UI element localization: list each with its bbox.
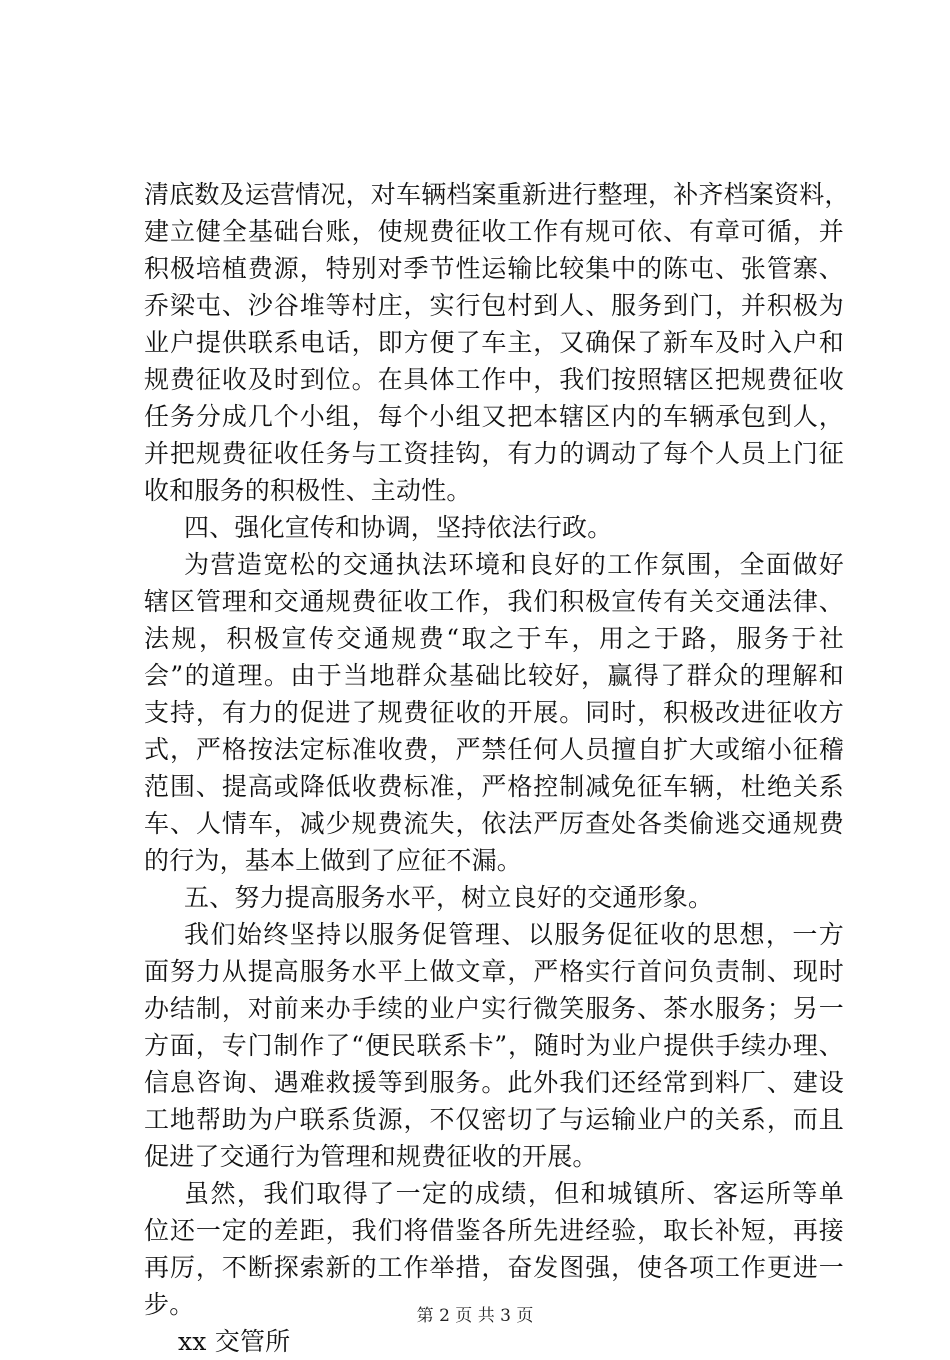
text-line: 规费征收及时到位。在具体工作中，我们按照辖区把规费征收 (144, 365, 844, 394)
text-line: 促进了交通行为管理和规费征收的开展。 (144, 1142, 598, 1171)
paragraph-first-line: 为营造宽松的交通执法环境和良好的工作氛围，全面做好 (184, 550, 844, 579)
text-line: 业户提供联系电话，即方便了车主，又确保了新车及时入户和 (144, 328, 844, 357)
text-line: 清底数及运营情况，对车辆档案重新进行整理，补齐档案资料， (144, 180, 850, 209)
text-line: 位还一定的差距，我们将借鉴各所先进经验，取长补短，再接 (144, 1216, 844, 1245)
text-line: 车、人情车，减少规费流失，依法严厉查处各类偷逃交通规费 (144, 809, 844, 838)
page-number-footer: 第 2 页 共 3 页 (416, 1306, 534, 1326)
paragraph-first-line: 虽然，我们取得了一定的成绩，但和城镇所、客运所等单 (184, 1179, 844, 1208)
text-line: 并把规费征收任务与工资挂钩，有力的调动了每个人员上门征 (144, 439, 844, 468)
text-line: 信息咨询、遇难救援等到服务。此外我们还经常到料厂、建设 (144, 1068, 844, 1097)
signature-line: xx 交管所 (178, 1327, 291, 1356)
text-line: 面努力从提高服务水平上做文章，严格实行首问负责制、现时 (144, 957, 844, 986)
text-line: 任务分成几个小组，每个小组又把本辖区内的车辆承包到人， (144, 402, 844, 431)
text-line: 乔梁屯、沙谷堆等村庄，实行包村到人、服务到门，并积极为 (144, 291, 844, 320)
text-line: 会”的道理。由于当地群众基础比较好，赢得了群众的理解和 (144, 661, 844, 690)
text-line: 的行为，基本上做到了应征不漏。 (144, 846, 523, 875)
text-line: 支持，有力的促进了规费征收的开展。同时，积极改进征收方 (144, 698, 844, 727)
section-heading: 五、努力提高服务水平，树立良好的交通形象。 (184, 883, 714, 912)
text-line: 收和服务的积极性、主动性。 (144, 476, 472, 505)
text-line: 办结制，对前来办手续的业户实行微笑服务、茶水服务；另一 (144, 994, 844, 1023)
text-line: 式，严格按法定标准收费，严禁任何人员擅自扩大或缩小征稽 (144, 735, 844, 764)
text-line: 辖区管理和交通规费征收工作，我们积极宣传有关交通法律、 (144, 587, 844, 616)
text-line: 方面，专门制作了“便民联系卡”，随时为业户提供手续办理、 (144, 1031, 844, 1060)
section-heading: 四、强化宣传和协调，坚持依法行政。 (184, 513, 613, 542)
paragraph-first-line: 我们始终坚持以服务促管理、以服务促征收的思想，一方 (184, 920, 844, 949)
text-line: 步。 (144, 1290, 195, 1319)
text-line: 法规，积极宣传交通规费“取之于车，用之于路，服务于社 (144, 624, 844, 653)
text-line: 范围、提高或降低收费标准，严格控制减免征车辆，杜绝关系 (144, 772, 844, 801)
text-line: 积极培植费源，特别对季节性运输比较集中的陈屯、张管寨、 (144, 254, 844, 283)
text-line: 工地帮助为户联系货源，不仅密切了与运输业户的关系，而且 (144, 1105, 844, 1134)
text-line: 建立健全基础台账，使规费征收工作有规可依、有章可循，并 (144, 217, 844, 246)
document-body (144, 176, 850, 1360)
text-line: 再厉，不断探索新的工作举措，奋发图强，使各项工作更进一 (144, 1253, 844, 1282)
